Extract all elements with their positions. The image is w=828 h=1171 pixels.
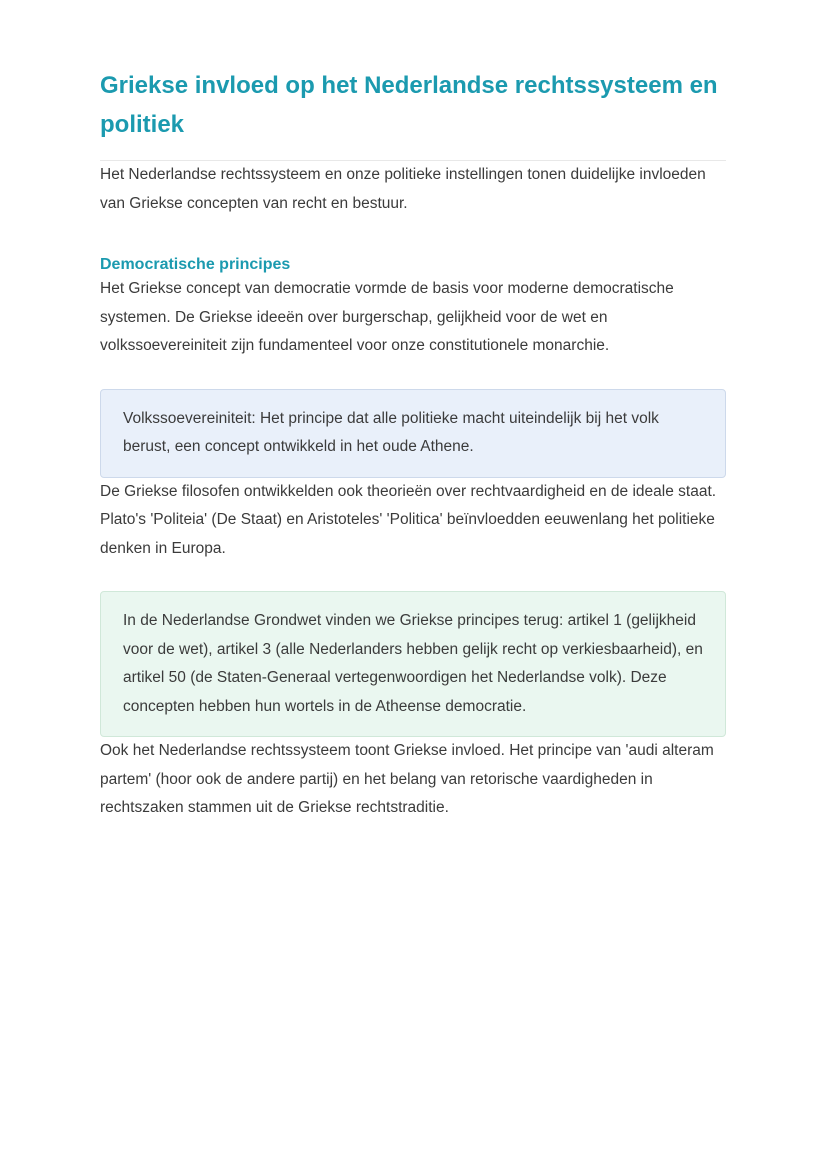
paragraph-democracy-basis: Het Griekse concept van democratie vormde de basis voor moderne democratische systemen. De Griekse ideeën over burgerschap, gelijkheid voor de wet en volkssoevereiniteit zijn fundamenteel voor onze constitutionele monarchie. [100, 280, 674, 354]
example-callout-text: In de Nederlandse Grondwet vinden we Griekse principes terug: artikel 1 (gelijkheid voor de wet), artikel 3 (alle Nederlanders hebben gelijk recht op verkiesbaarheid), en artikel 50 (de Staten-Generaal vertegenwoordigen het Nederlandse volk). Deze concepten hebben hun wortels in de Atheense democratie. [123, 612, 703, 715]
section-heading-democratische-principes: Democratische principes [100, 256, 291, 273]
paragraph-greek-philosophers: De Griekse filosofen ontwikkelden ook theorieën over rechtvaardigheid en de ideale staat. Plato's 'Politeia' (De Staat) en Aristoteles' 'Politica' beïnvloedden eeuwenlang het politieke denken in Europa. [100, 482, 717, 557]
definition-callout [100, 389, 726, 478]
intro-paragraph: Het Nederlandse rechtssysteem en onze politieke instellingen tonen duidelijke invloeden van Griekse concepten van recht en bestuur. [100, 166, 706, 212]
example-callout [100, 591, 726, 737]
definition-callout-text: Volkssoevereiniteit: Het principe dat alle politieke macht uiteindelijk bij het volk berust, een concept ontwikkeld in het oude Athene. [123, 409, 659, 455]
paragraph-legal-system: Ook het Nederlandse rechtssysteem toont Griekse invloed. Het principe van 'audi alteram partem' (hoor ook de andere partij) en het belang van retorische vaardigheden in rechtszaken stammen uit de Griekse rechtstraditie. [100, 742, 714, 816]
page-title: Griekse invloed op het Nederlandse rechtssysteem en politiek [100, 66, 726, 161]
